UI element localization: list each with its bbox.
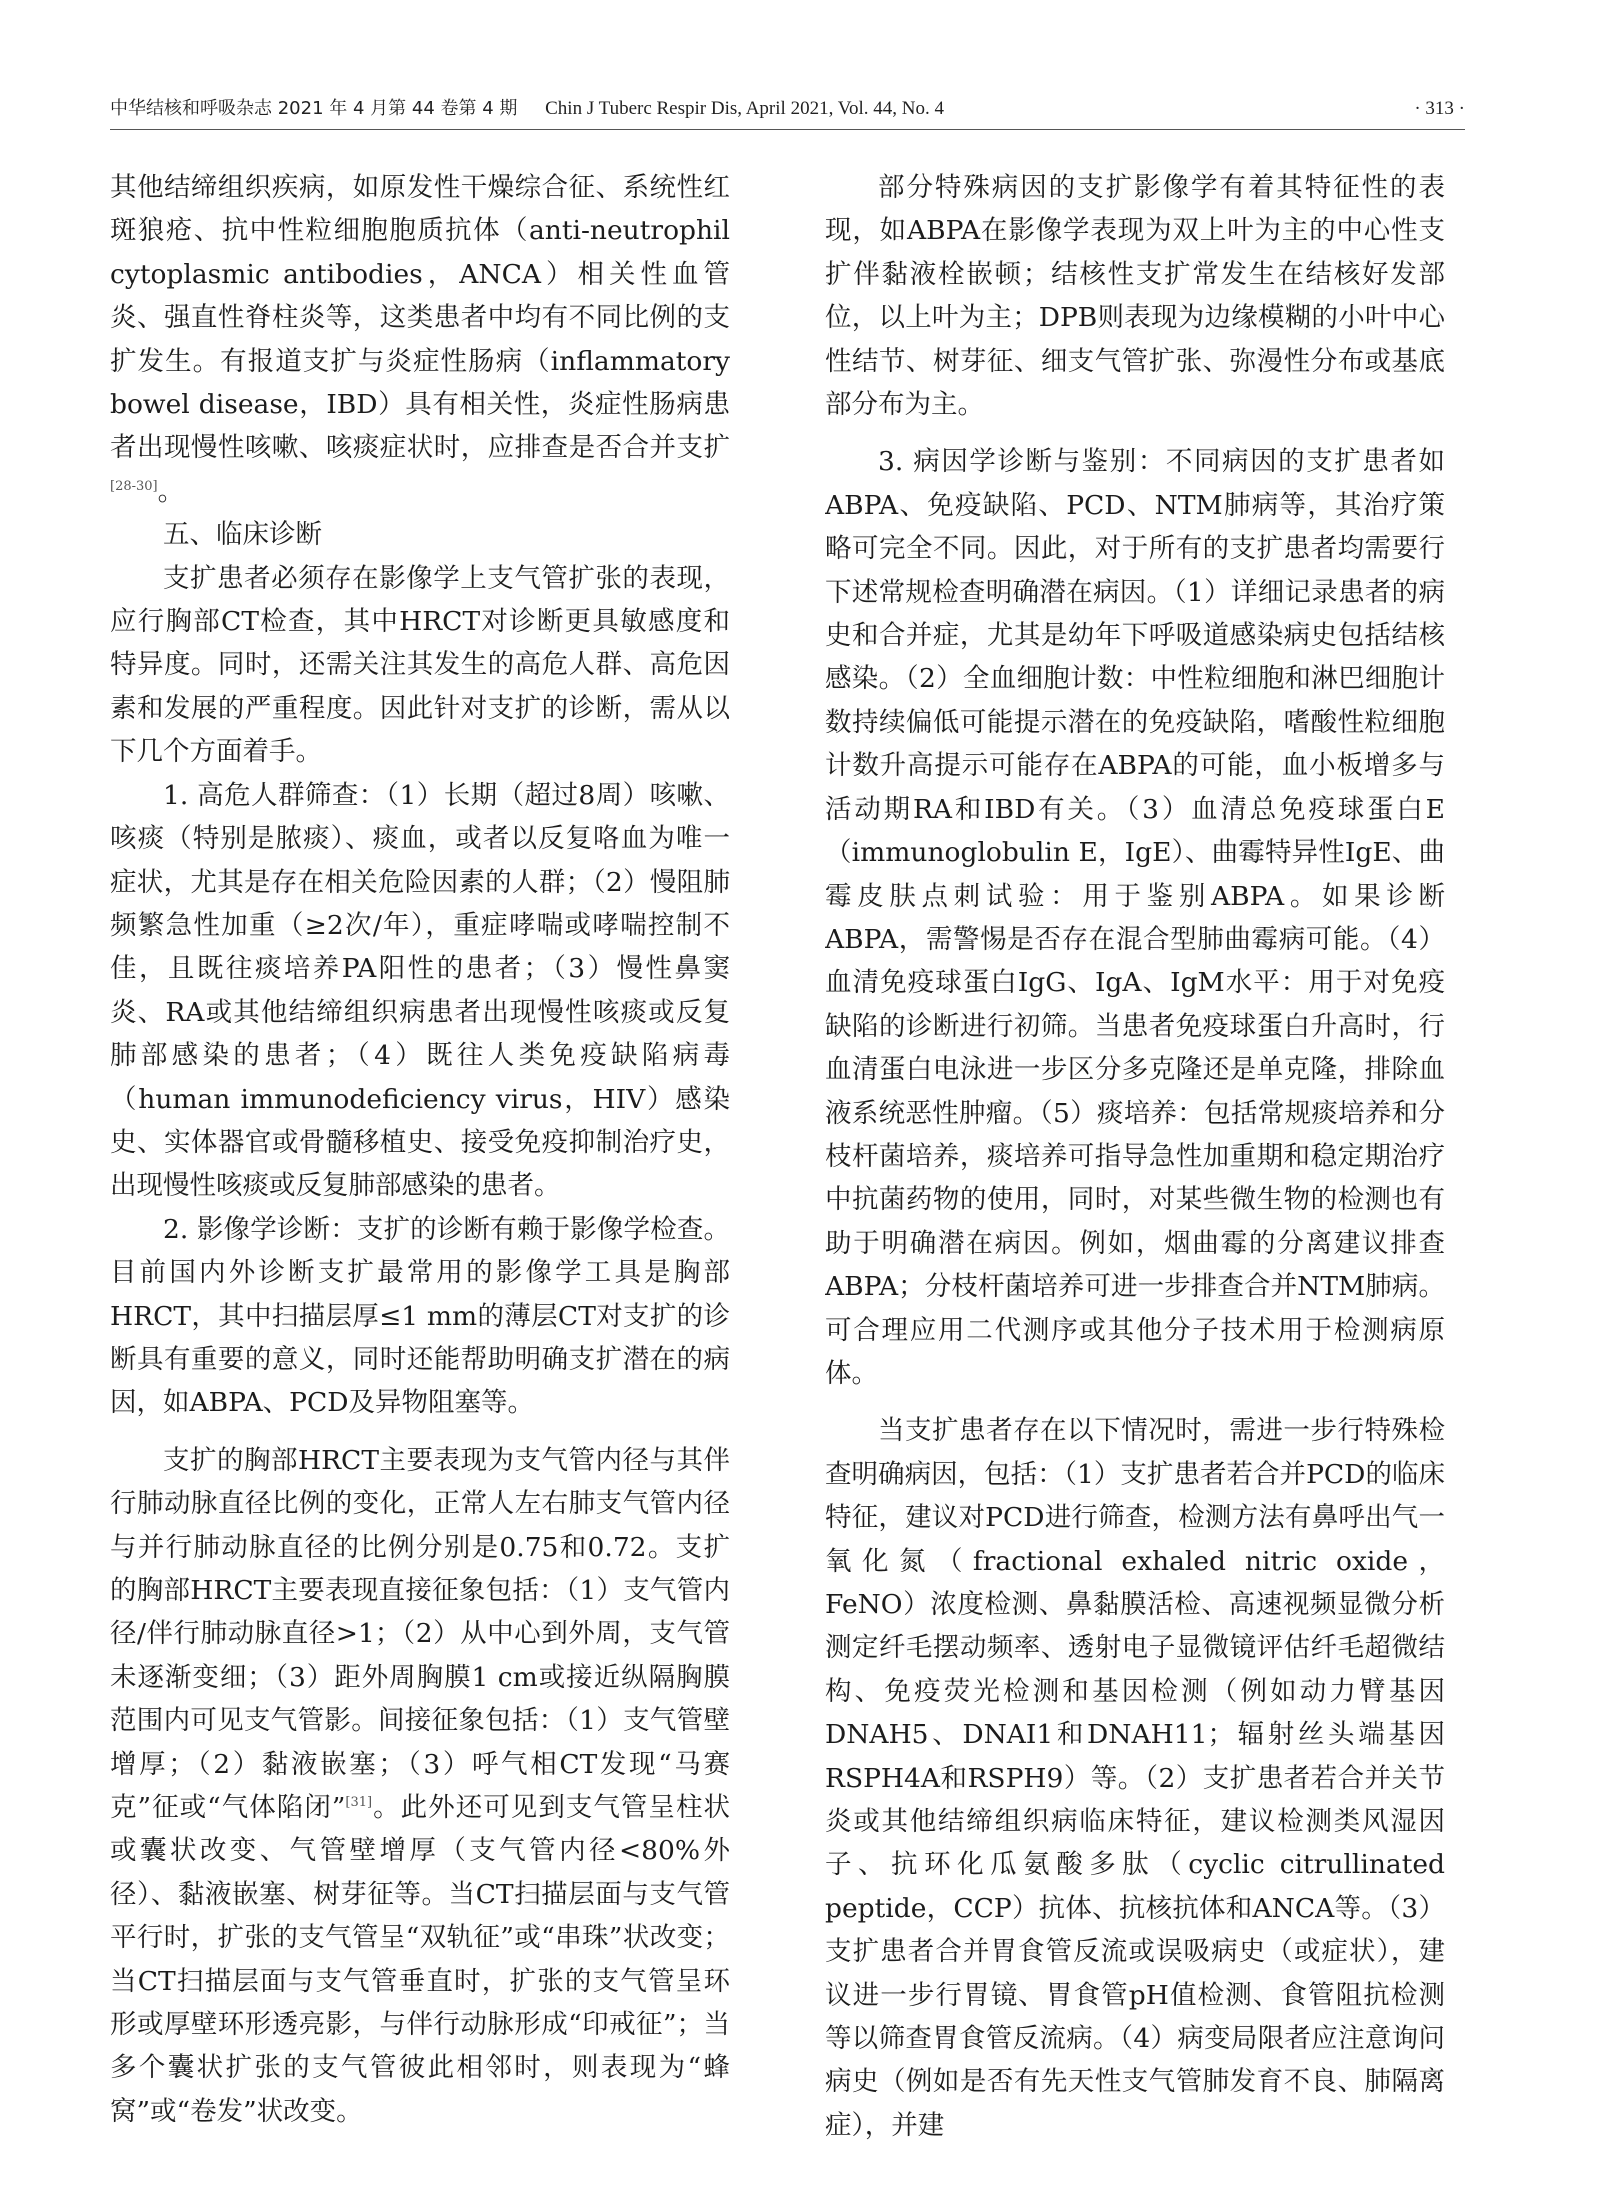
paragraph-special-examinations: 当支扩患者存在以下情况时，需进一步行特殊检查明确病因，包括：（1）支扩患者若合并PCD的临床特征，建议对PCD进行筛查，检测方法有鼻呼出气一氧化氮（fractional exhaled nitric oxide，FeNO）浓度检测、鼻黏膜活检、高速视频显微分析测定纤毛摆动频率、透射电子显微镜评估纤毛超微结构、免疫荧光检测和基因检测（例如动力臂基因DNAH5、DNAI1和DNAH11；辐射丝头端基因RSPH4A和RSPH9）等。（2）支扩患者若合并关节炎或其他结缔组织病临床特征，建议检测类风湿因子、抗环化瓜氨酸多肽（cyclic citrullinated peptide，CCP）抗体、抗核抗体和ANCA等。（3）支扩患者合并胃食管反流或误吸病史（或症状），建议进一步行胃镜、胃食管pH值检测、食管阻抗检测等以筛查胃食管反流病。（4）病变局限者应注意询问病史（例如是否有先天性支气管肺发育不良、肺隔离症），并建	[825, 1415, 1445, 2141]
citation-31[interactable]: [31]	[345, 1795, 373, 1811]
journal-title-en: Chin J Tuberc Respir Dis, April 2021, Vol. 44, No. 4	[545, 98, 944, 119]
paragraph-connective-tissue-disease	[110, 166, 730, 513]
paragraph-special-etiology-imaging: 部分特殊病因的支扩影像学有着其特征性的表现，如ABPA在影像学表现为双上叶为主的中心性支扩伴黏液栓嵌顿；结核性支扩常发生在结核好发部位，以上叶为主；DPB则表现为边缘模糊的小叶中心性结节、树芽征、细支气管扩张、弥漫性分布或基底部分布为主。	[825, 172, 1445, 421]
paragraph-hrct-findings	[110, 1439, 730, 2134]
paragraph-text-tail: 。此外还可见到支气管呈柱状或囊状改变、气管壁增厚（支气管内径<80%外径）、黏液嵌塞、树芽征等。当CT扫描层面与支气管平行时，扩张的支气管呈“双轨征”或“串珠”状改变；当CT扫描层面与支气管垂直时，扩张的支气管呈环形或厚壁环形透亮影，与伴行动脉形成“印戒征”；当多个囊状扩张的支气管彼此相邻时，则表现为“蜂窝”或“卷发”状改变。	[110, 1792, 730, 2127]
header-rule	[110, 129, 1465, 130]
paragraph-etiological-diagnosis: 3. 病因学诊断与鉴别：不同病因的支扩患者如ABPA、免疫缺陷、PCD、NTM肺病等，其治疗策略可完全不同。因此，对于所有的支扩患者均需要行下述常规检查明确潜在病因。（1）详细记录患者的病史和合并症，尤其是幼年下呼吸道感染病史包括结核感染。（2）全血细胞计数：中性粒细胞和淋巴细胞计数持续偏低可能提示潜在的免疫缺陷，嗜酸性粒细胞计数升高提示可能存在ABPA的可能，血小板增多与活动期RA和IBD有关。（3）血清总免疫球蛋白E（immunoglobulin E，IgE）、曲霉特异性IgE、曲霉皮肤点刺试验：用于鉴别ABPA。如果诊断ABPA，需警惕是否存在混合型肺曲霉病可能。（4）血清免疫球蛋白IgG、IgA、IgM水平：用于对免疫缺陷的诊断进行初筛。当患者免疫球蛋白升高时，行血清蛋白电泳进一步区分多克隆还是单克隆，排除血液系统恶性肿瘤。（5）痰培养：包括常规痰培养和分枝杆菌培养，痰培养可指导急性加重期和稳定期治疗中抗菌药物的使用，同时，对某些微生物的检测也有助于明确潜在病因。例如，烟曲霉的分离建议排查ABPA；分枝杆菌培养可进一步排查合并NTM肺病。可合理应用二代测序或其他分子技术用于检测病原体。	[825, 446, 1445, 1389]
paragraph-text-tail: 。	[157, 475, 185, 507]
citation-28-30[interactable]: [28-30]	[110, 479, 158, 495]
page-number: · 313 ·	[1414, 98, 1465, 119]
paragraph-text: 支扩的胸部HRCT主要表现为支气管内径与其伴行肺动脉直径比例的变化，正常人左右肺支气管内径与并行肺动脉直径的比例分别是0.75和0.72。支扩的胸部HRCT主要表现直接征象包括：（1）支气管内径/伴行肺动脉直径>1；（2）从中心到外周，支气管未逐渐变细；（3）距外周胸膜1 cm或接近纵隔胸膜范围内可见支气管影。间接征象包括：（1）支气管壁增厚；（2）黏液嵌塞；（3）呼气相CT发现“马赛克”征或“气体陷闭”	[110, 1444, 730, 1824]
running-header	[110, 92, 1465, 126]
right-column	[825, 166, 1445, 2156]
journal-title-cn: 中华结核和呼吸杂志 2021 年 4 月第 44 卷第 4 期	[110, 98, 518, 119]
paragraph-high-risk-screening: 1. 高危人群筛查：（1）长期（超过8周）咳嗽、咳痰（特别是脓痰）、痰血，或者以反复咯血为唯一症状，尤其是存在相关危险因素的人群；（2）慢阻肺频繁急性加重（≥2次/年），重症哮喘或哮喘控制不佳，且既往痰培养PA阳性的患者；（3）慢性鼻窦炎、RA或其他结缔组织病患者出现慢性咳痰或反复肺部感染的患者；（4）既往人类免疫缺陷病毒（human immunodeficiency virus，HIV）感染史、实体器官或骨髓移植史、接受免疫抑制治疗史，出现慢性咳痰或反复肺部感染的患者。	[110, 779, 730, 1202]
section-heading-clinical-diagnosis: 五、临床诊断	[163, 519, 322, 551]
paragraph-text: 其他结缔组织疾病，如原发性干燥综合征、系统性红斑狼疮、抗中性粒细胞胞质抗体（anti-neutrophil cytoplasmic antibodies，ANCA）相关性血管炎、强直性脊柱炎等，这类患者中均有不同比例的支扩发生。有报道支扩与炎症性肠病（inflammatory bowel disease，IBD）具有相关性，炎症性肠病患者出现慢性咳嗽、咳痰症状时，应排查是否合并支扩	[110, 172, 730, 464]
paragraph-diagnosis-intro: 支扩患者必须存在影像学上支气管扩张的表现，应行胸部CT检查，其中HRCT对诊断更具敏感度和特异度。同时，还需关注其发生的高危人群、高危因素和发展的严重程度。因此针对支扩的诊断，需从以下几个方面着手。	[110, 562, 730, 768]
paragraph-imaging-diagnosis: 2. 影像学诊断：支扩的诊断有赖于影像学检查。目前国内外诊断支扩最常用的影像学工具是胸部HRCT，其中扫描层厚≤1 mm的薄层CT对支扩的诊断具有重要的意义，同时还能帮助明确支扩潜在的病因，如ABPA、PCD及异物阻塞等。	[110, 1213, 730, 1419]
left-column	[110, 166, 730, 2156]
